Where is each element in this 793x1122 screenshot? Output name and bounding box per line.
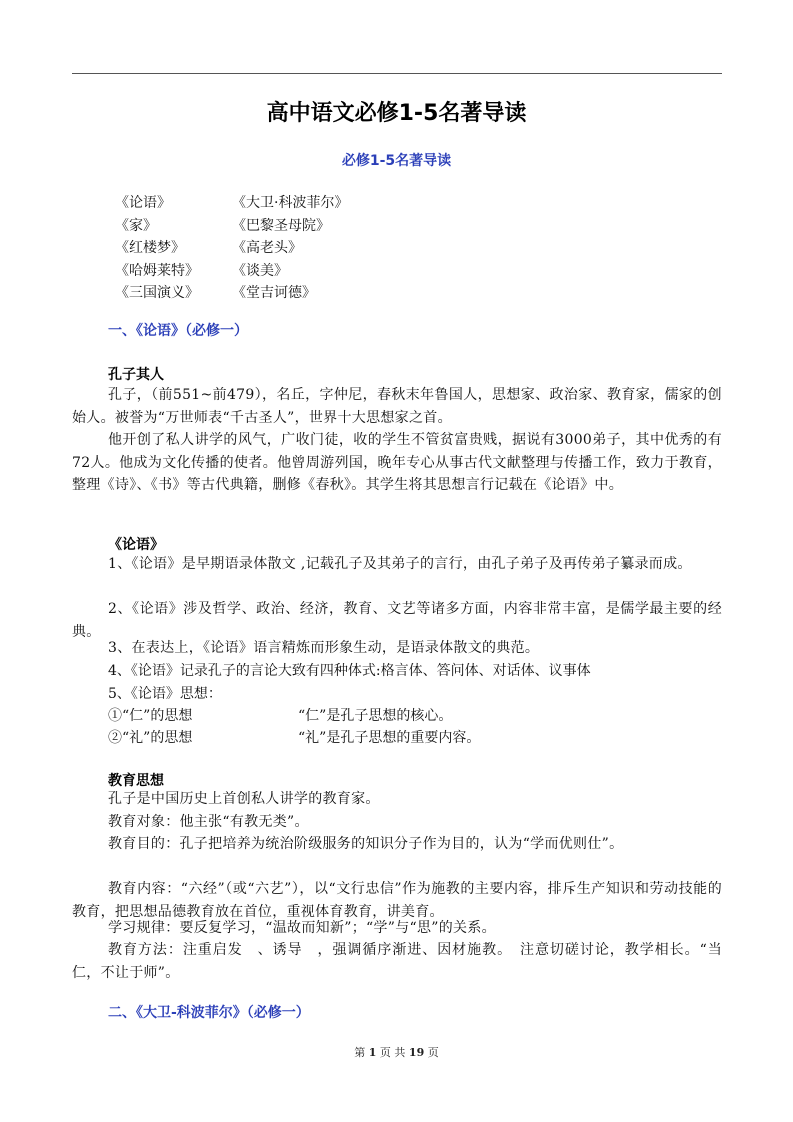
header-rule <box>72 73 722 74</box>
paragraph-lunyu-1: 1、《论语》是早期语录体散文 ,记载孔子及其弟子的言行，由孔子弟子及再传弟子纂录而成。 <box>108 556 692 572</box>
footer-prefix: 第 <box>354 1046 366 1059</box>
paragraph-kongzi-teaching: 他开创了私人讲学的风气，广收门徒，收的学生不管贫富贵贱，据说有3000弟子，其中优秀的有72人。他成为文化传播的使者。他曾周游列国，晚年专心从事古代文献整理与传播工作，致力于教育，整理《诗》、《书》等古代典籍，删修《春秋》。其学生将其思想言行记载在《论语》中。 <box>72 432 722 493</box>
book-title: 《巴黎圣母院》 <box>232 217 330 234</box>
section-heading-lunyu: 一、《论语》（必修一） <box>108 323 248 339</box>
subheading-education: 教育思想 <box>108 773 164 789</box>
paragraph-edu-2: 教育对象：他主张“有教无类”。 <box>108 814 309 830</box>
paragraph-edu-6: 教育方法：注重启发 、诱导 ，强调循序渐进、因材施教。 注意切磋讨论，教学相长。“当仁，不让于师”。 <box>72 942 722 981</box>
page-number: 1 <box>368 1046 377 1059</box>
li-description: “礼”是孔子思想的重要内容。 <box>298 730 481 746</box>
book-title: 《高老头》 <box>232 240 302 256</box>
footer-suffix: 页 <box>427 1046 439 1059</box>
paragraph-lunyu-2: 2、《论语》涉及哲学、政治、经济，教育、文艺等诸多方面，内容非常丰富，是儒学最主要的经典。 <box>72 601 722 640</box>
book-title: 《家》 <box>115 217 157 234</box>
book-title: 《论语》 <box>115 195 171 211</box>
paragraph-edu-1: 孔子是中国历史上首创私人讲学的教育家。 <box>108 791 380 807</box>
ren-label: ①“仁”的思想 <box>108 708 193 724</box>
book-title: 《堂吉诃德》 <box>232 285 316 301</box>
paragraph-edu-4: 教育内容：“六经”（或“六艺”），以“文行忠信”作为施教的主要内容，排斥生产知识和劳动技能的教育，把思想品德教育放在首位，重视体育教育，讲美育。 <box>72 881 722 920</box>
li-label: ②“礼”的思想 <box>108 730 193 746</box>
book-title: 《大卫·科波菲尔》 <box>232 195 349 211</box>
footer-middle: 页 共 <box>379 1046 406 1059</box>
paragraph-lunyu-3: 3、在表达上，《论语》语言精炼而形象生动，是语录体散文的典范。 <box>108 640 540 656</box>
ren-description: “仁”是孔子思想的核心。 <box>298 708 453 724</box>
subheading-lunyu: 《论语》 <box>108 537 164 553</box>
page-footer <box>0 1044 793 1060</box>
paragraph-lunyu-5: 5、《论语》思想： <box>108 686 222 702</box>
paragraph-edu-5: 学习规律：要反复学习，“温故而知新”；“学”与“思”的关系。 <box>108 920 496 936</box>
document-subtitle: 必修1-5名著导读 <box>341 153 452 169</box>
book-title: 《红楼梦》 <box>115 240 185 256</box>
subheading-kongzi: 孔子其人 <box>108 367 164 383</box>
book-title: 《谈美》 <box>232 262 288 279</box>
paragraph-lunyu-4: 4、《论语》记录孔子的言论大致有四种体式:格言体、答问体、对话体、议事体 <box>108 663 591 679</box>
page-total: 19 <box>408 1046 425 1059</box>
book-title: 《哈姆莱特》 <box>115 262 199 279</box>
paragraph-kongzi-intro: 孔子，（前551~前479），名丘，字仲尼，春秋末年鲁国人，思想家、政治家、教育家，儒家的创始人。被誉为“万世师表“千古圣人”，世界十大思想家之首。 <box>72 387 722 426</box>
section-heading-david-copperfield: 二、《大卫-科波菲尔》（必修一） <box>108 1005 310 1021</box>
document-title: 高中语文必修1-5名著导读 <box>266 101 527 126</box>
paragraph-edu-3: 教育目的：孔子把培养为统治阶级服务的知识分子作为目的，认为“学而优则仕”。 <box>108 836 624 852</box>
book-title: 《三国演义》 <box>115 285 199 301</box>
